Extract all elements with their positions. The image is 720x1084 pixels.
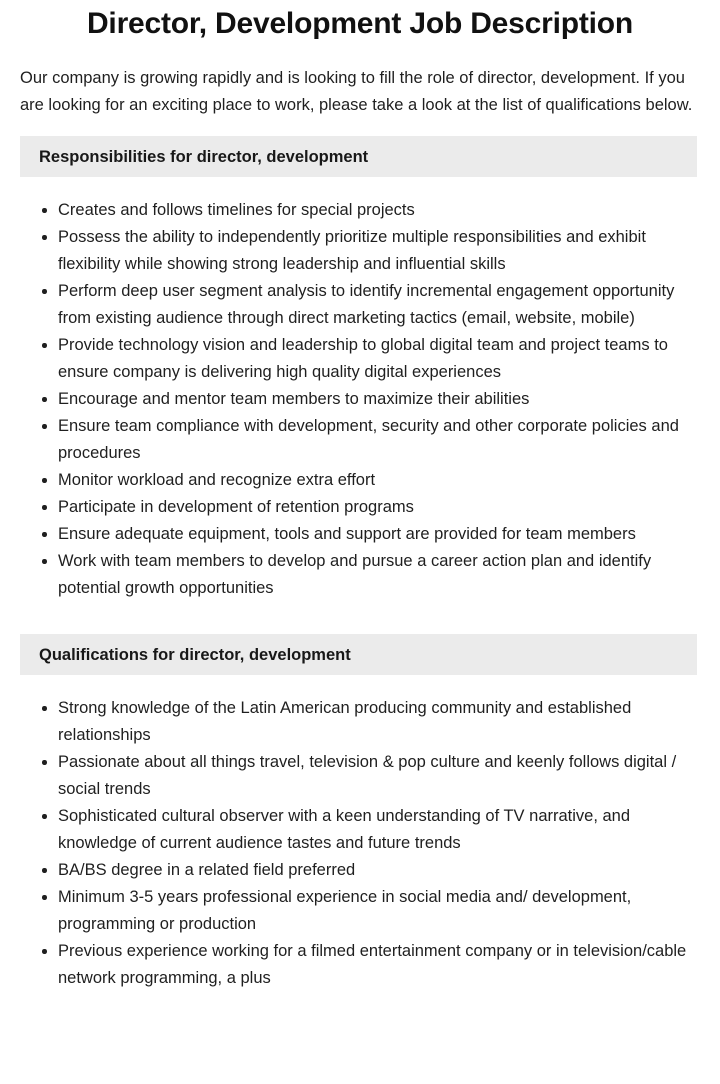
bullet-icon xyxy=(42,397,47,402)
list-item xyxy=(0,884,720,938)
bullet-icon xyxy=(42,868,47,873)
section-header-qualifications xyxy=(20,634,697,675)
list-item-text: Previous experience working for a filmed entertainment company or in television/cable network programming, a plus xyxy=(58,942,687,987)
list-item-text: Passionate about all things travel, television & pop culture and keenly follows digital / social trends xyxy=(58,753,677,798)
list-item xyxy=(0,857,720,884)
list-item xyxy=(0,413,720,467)
intro-paragraph: Our company is growing rapidly and is looking to fill the role of director, development. If you are looking for an exciting place to work, please take a look at the list of qualifications below. xyxy=(20,69,693,114)
list-item xyxy=(0,224,720,278)
list-item-text: Encourage and mentor team members to maximize their abilities xyxy=(58,390,530,408)
list-item-text: Participate in development of retention programs xyxy=(58,498,414,516)
list-item xyxy=(0,278,720,332)
list-item-text: Provide technology vision and leadership to global digital team and project teams to ensure company is delivering high quality digital experiences xyxy=(58,336,668,381)
bullet-icon xyxy=(42,208,47,213)
list-item-text: Possess the ability to independently prioritize multiple responsibilities and exhibit flexibility while showing strong leadership and influential skills xyxy=(58,228,646,273)
list-item-text: Ensure team compliance with development, security and other corporate policies and procedures xyxy=(58,417,679,462)
bullet-icon xyxy=(42,760,47,765)
list-item xyxy=(0,197,720,224)
list-item-text: Strong knowledge of the Latin American producing community and established relationships xyxy=(58,699,632,744)
section-header-qualifications-label: Qualifications for director, development xyxy=(39,645,351,664)
section-header-responsibilities-label: Responsibilities for director, development xyxy=(39,147,369,166)
list-item-text: BA/BS degree in a related field preferred xyxy=(58,861,356,879)
list-item xyxy=(0,749,720,803)
bullet-icon xyxy=(42,559,47,564)
list-item-text: Monitor workload and recognize extra effort xyxy=(58,471,376,489)
list-item xyxy=(0,332,720,386)
list-item xyxy=(0,494,720,521)
bullet-icon xyxy=(42,895,47,900)
bullet-icon xyxy=(42,532,47,537)
list-item xyxy=(0,548,720,602)
bullet-icon xyxy=(42,289,47,294)
list-item-text: Creates and follows timelines for special projects xyxy=(58,201,415,219)
qualifications-list xyxy=(0,675,720,992)
list-item-text: Sophisticated cultural observer with a keen understanding of TV narrative, and knowledge of current audience tastes and future trends xyxy=(58,807,631,852)
list-item xyxy=(0,803,720,857)
list-item xyxy=(0,938,720,992)
list-item xyxy=(0,695,720,749)
list-item-text: Perform deep user segment analysis to identify incremental engagement opportunity from existing audience through direct marketing tactics (email, website, mobile) xyxy=(58,282,675,327)
bullet-icon xyxy=(42,478,47,483)
list-item xyxy=(0,521,720,548)
bullet-icon xyxy=(42,424,47,429)
list-item xyxy=(0,386,720,413)
bullet-icon xyxy=(42,949,47,954)
bullet-icon xyxy=(42,235,47,240)
list-item-text: Minimum 3-5 years professional experience in social media and/ development, programming or production xyxy=(58,888,632,933)
bullet-icon xyxy=(42,706,47,711)
section-header-responsibilities xyxy=(20,136,697,177)
responsibilities-list xyxy=(0,177,720,602)
bullet-icon xyxy=(42,505,47,510)
bullet-icon xyxy=(42,814,47,819)
list-item xyxy=(0,467,720,494)
bullet-icon xyxy=(42,343,47,348)
list-item-text: Ensure adequate equipment, tools and support are provided for team members xyxy=(58,525,636,543)
page-title: Director, Development Job Description xyxy=(86,7,634,40)
list-item-text: Work with team members to develop and pursue a career action plan and identify potential growth opportunities xyxy=(58,552,652,597)
